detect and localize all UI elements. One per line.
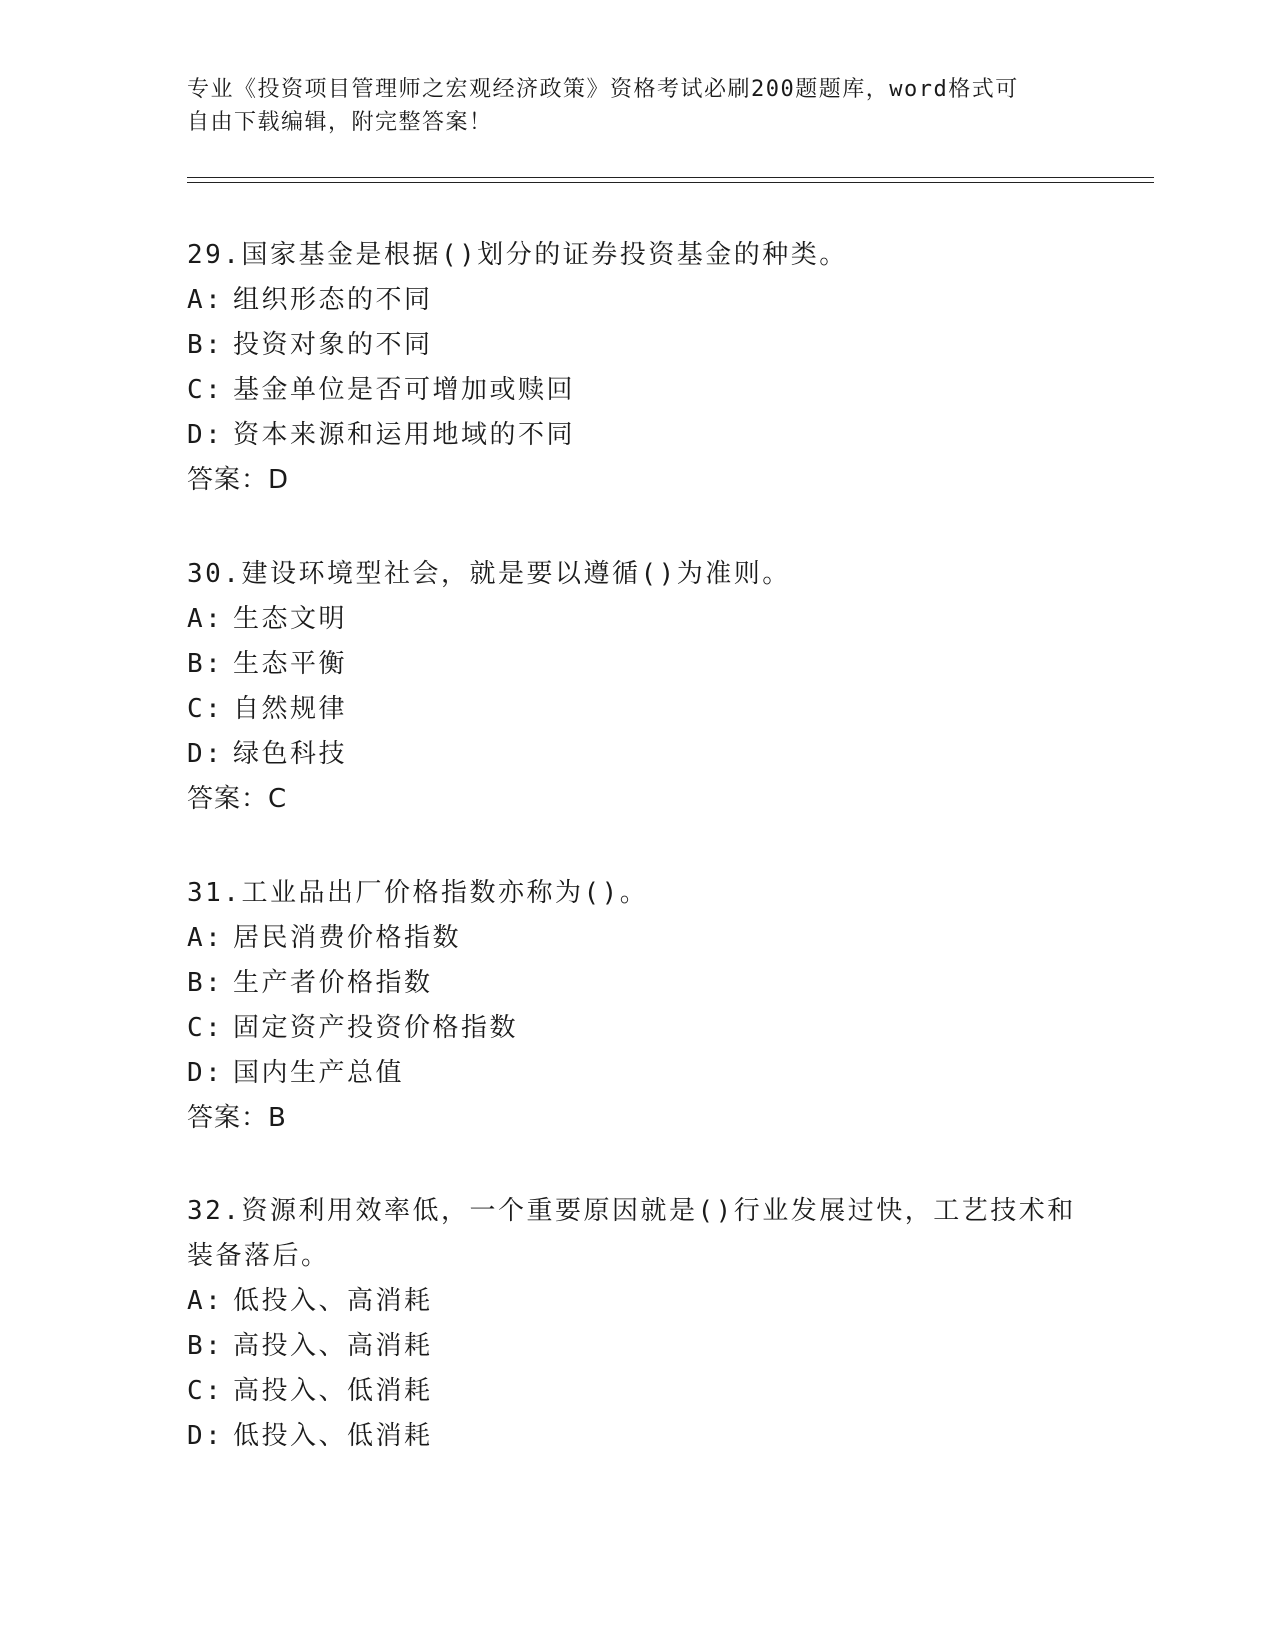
option-text: 生态文明	[233, 604, 348, 634]
header-line-2: 自由下载编辑，附完整答案！	[187, 110, 493, 135]
option-text: 低投入、高消耗	[233, 1286, 433, 1316]
option-text: 高投入、高消耗	[233, 1331, 433, 1361]
question-stem-line-1: 32.资源利用效率低，一个重要原因就是()行业发展过快，工艺技术和	[187, 1196, 1076, 1226]
option-letter: C:	[187, 1013, 224, 1043]
option-letter: A:	[187, 923, 224, 953]
option-c	[187, 1006, 1087, 1051]
option-text: 居民消费价格指数	[233, 923, 462, 953]
option-letter: C:	[187, 375, 224, 405]
option-a	[187, 1279, 1087, 1324]
option-d	[187, 413, 1087, 458]
question-30	[187, 552, 1087, 822]
header-divider-top	[187, 177, 1154, 178]
question-29	[187, 233, 1087, 503]
option-letter: A:	[187, 285, 224, 315]
option-letter: A:	[187, 1286, 224, 1316]
option-letter: B:	[187, 330, 224, 360]
question-stem: 30.建设环境型社会，就是要以遵循()为准则。	[187, 559, 791, 589]
option-a	[187, 597, 1087, 642]
option-letter: D:	[187, 420, 224, 450]
question-32	[187, 1189, 1087, 1459]
question-stem: 29.国家基金是根据()划分的证券投资基金的种类。	[187, 240, 848, 270]
answer-label: 答案：C	[187, 784, 288, 814]
option-text: 生态平衡	[233, 649, 348, 679]
option-text: 资本来源和运用地域的不同	[233, 420, 576, 450]
document-header	[187, 73, 1087, 139]
option-d	[187, 1051, 1087, 1096]
option-b	[187, 1324, 1087, 1369]
answer-label: 答案：B	[187, 1103, 287, 1133]
option-letter: C:	[187, 1376, 224, 1406]
header-line-1: 专业《投资项目管理师之宏观经济政策》资格考试必刷200题题库，word格式可	[187, 77, 1019, 102]
option-text: 低投入、低消耗	[233, 1421, 433, 1451]
answer-label: 答案：D	[187, 465, 290, 495]
option-c	[187, 1369, 1087, 1414]
question-stem: 31.工业品出厂价格指数亦称为()。	[187, 878, 649, 908]
option-text: 自然规律	[233, 694, 348, 724]
option-text: 高投入、低消耗	[233, 1376, 433, 1406]
option-text: 绿色科技	[233, 739, 348, 769]
option-a	[187, 916, 1087, 961]
option-c	[187, 687, 1087, 732]
question-31	[187, 871, 1087, 1141]
option-letter: D:	[187, 739, 224, 769]
option-letter: D:	[187, 1421, 224, 1451]
option-b	[187, 961, 1087, 1006]
option-c	[187, 368, 1087, 413]
option-letter: A:	[187, 604, 224, 634]
option-text: 基金单位是否可增加或赎回	[233, 375, 576, 405]
option-letter: B:	[187, 649, 224, 679]
option-text: 生产者价格指数	[233, 968, 433, 998]
option-text: 固定资产投资价格指数	[233, 1013, 519, 1043]
header-divider-bottom	[187, 182, 1154, 183]
option-letter: C:	[187, 694, 224, 724]
option-letter: D:	[187, 1058, 224, 1088]
option-a	[187, 278, 1087, 323]
option-text: 投资对象的不同	[233, 330, 433, 360]
option-d	[187, 732, 1087, 777]
option-letter: B:	[187, 1331, 224, 1361]
question-stem-line-2: 装备落后。	[187, 1241, 330, 1271]
option-b	[187, 323, 1087, 368]
option-text: 组织形态的不同	[233, 285, 433, 315]
option-d	[187, 1414, 1087, 1459]
option-letter: B:	[187, 968, 224, 998]
option-b	[187, 642, 1087, 687]
option-text: 国内生产总值	[233, 1058, 405, 1088]
